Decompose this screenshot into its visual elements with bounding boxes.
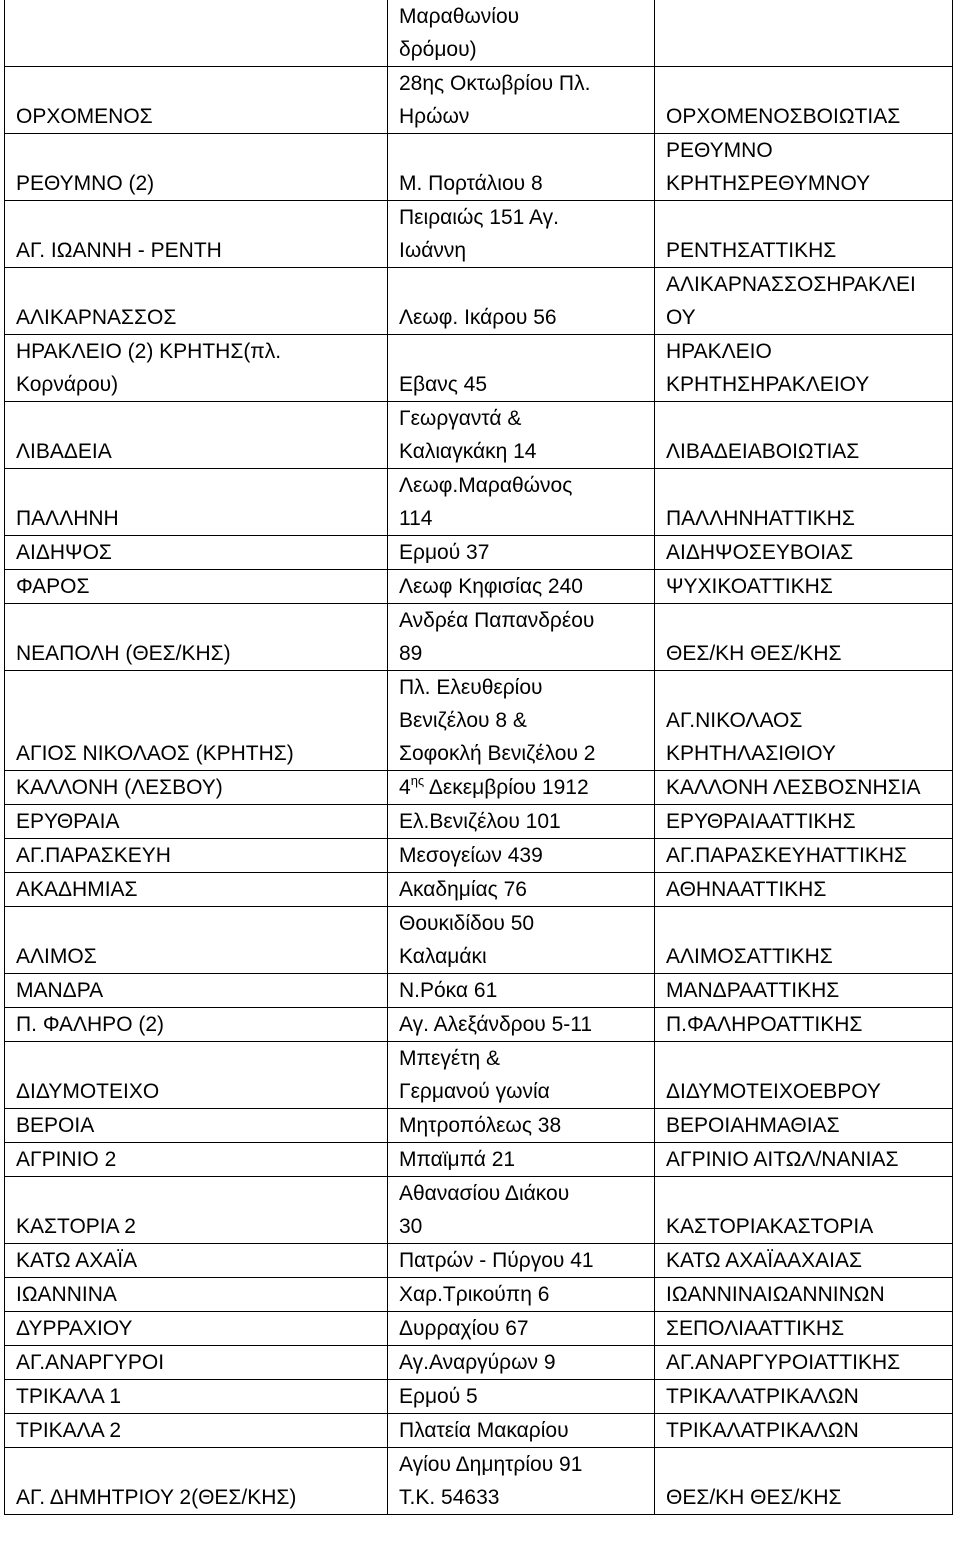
table-row bbox=[5, 1008, 953, 1042]
branch-address-cell: Πλ. Ελευθερίου Βενιζέλου 8 & Σοφοκλή Βενιζέλου 2 bbox=[388, 671, 655, 771]
table-row bbox=[5, 67, 953, 134]
table-row bbox=[5, 839, 953, 873]
table-row bbox=[5, 907, 953, 974]
branch-name-cell: ΑΓΙΟΣ ΝΙΚΟΛΑΟΣ (ΚΡΗΤΗΣ) bbox=[5, 671, 388, 771]
branch-address-cell: Μ. Πορτάλιου 8 bbox=[388, 134, 655, 201]
table-row bbox=[5, 1244, 953, 1278]
address-number: 4 bbox=[399, 776, 411, 799]
branch-area-cell: ΑΛΙΚΑΡΝΑΣΣΟΣΗΡΑΚΛΕΙ ΟΥ bbox=[655, 268, 953, 335]
table-row bbox=[5, 570, 953, 604]
branch-address-cell: Αγ.Αναργύρων 9 bbox=[388, 1346, 655, 1380]
branch-area-cell: ΙΩΑΝΝΙΝΑΙΩΑΝΝΙΝΩΝ bbox=[655, 1278, 953, 1312]
table-row bbox=[5, 268, 953, 335]
branch-area-cell: ΑΓ.ΠΑΡΑΣΚΕΥΗΑΤΤΙΚΗΣ bbox=[655, 839, 953, 873]
branch-area-cell: ΑΘΗΝΑΑΤΤΙΚΗΣ bbox=[655, 873, 953, 907]
branch-address-cell: Μαραθωνίου δρόμου) bbox=[388, 0, 655, 67]
branch-address-cell: Πειραιώς 151 Αγ. Ιωάννη bbox=[388, 201, 655, 268]
branch-address-cell: Ν.Ρόκα 61 bbox=[388, 974, 655, 1008]
branch-address-cell: Λεωφ.Μαραθώνος 114 bbox=[388, 469, 655, 536]
table-row bbox=[5, 134, 953, 201]
branch-address-cell: Γεωργαντά & Καλιαγκάκη 14 bbox=[388, 402, 655, 469]
table-row bbox=[5, 1109, 953, 1143]
table-row bbox=[5, 1042, 953, 1109]
table-row bbox=[5, 1177, 953, 1244]
branch-area-cell: ΔΙΔΥΜΟΤΕΙΧΟΕΒΡΟΥ bbox=[655, 1042, 953, 1109]
table-row bbox=[5, 671, 953, 771]
branch-name-cell: ΤΡΙΚΑΛΑ 2 bbox=[5, 1414, 388, 1448]
branch-name-cell: ΦΑΡΟΣ bbox=[5, 570, 388, 604]
table-row bbox=[5, 873, 953, 907]
branch-name-cell: ΤΡΙΚΑΛΑ 1 bbox=[5, 1380, 388, 1414]
branch-name-cell: ΑΓ. ΙΩΑΝΝΗ - ΡΕΝΤΗ bbox=[5, 201, 388, 268]
branch-address-cell: Αγίου Δημητρίου 91 Τ.Κ. 54633 bbox=[388, 1448, 655, 1515]
branch-address-cell: Πατρών - Πύργου 41 bbox=[388, 1244, 655, 1278]
branch-name-cell: ΜΑΝΔΡΑ bbox=[5, 974, 388, 1008]
branch-area-cell: ΚΑΣΤΟΡΙΑΚΑΣΤΟΡΙΑ bbox=[655, 1177, 953, 1244]
table-row bbox=[5, 1278, 953, 1312]
branch-address-cell: Ερμού 5 bbox=[388, 1380, 655, 1414]
branch-name-cell: ΛΙΒΑΔΕΙΑ bbox=[5, 402, 388, 469]
branch-name-cell: ΑΓΡΙΝΙΟ 2 bbox=[5, 1143, 388, 1177]
branch-name-cell: ΚΑΤΩ ΑΧΑΪΑ bbox=[5, 1244, 388, 1278]
branch-address-cell: Ελ.Βενιζέλου 101 bbox=[388, 805, 655, 839]
table-row bbox=[5, 1414, 953, 1448]
branches-table bbox=[4, 0, 953, 1515]
branch-area-cell: ΣΕΠΟΛΙΑΑΤΤΙΚΗΣ bbox=[655, 1312, 953, 1346]
table-row bbox=[5, 469, 953, 536]
branches-table-body bbox=[5, 0, 953, 1515]
branch-area-cell: ΚΑΛΛΟΝΗ ΛΕΣΒΟΣΝΗΣΙΑ bbox=[655, 771, 953, 805]
address-ordinal-suffix: ης bbox=[410, 773, 425, 788]
branch-area-cell: ΘΕΣ/ΚΗ ΘΕΣ/ΚΗΣ bbox=[655, 1448, 953, 1515]
branch-name-cell: ΝΕΑΠΟΛΗ (ΘΕΣ/ΚΗΣ) bbox=[5, 604, 388, 671]
branch-area-cell: ΑΛΙΜΟΣΑΤΤΙΚΗΣ bbox=[655, 907, 953, 974]
table-row bbox=[5, 402, 953, 469]
table-row bbox=[5, 1448, 953, 1515]
branch-name-cell: ΚΑΣΤΟΡΙΑ 2 bbox=[5, 1177, 388, 1244]
branch-address-cell: Αγ. Αλεξάνδρου 5-11 bbox=[388, 1008, 655, 1042]
branch-name-cell: ΡΕΘΥΜΝΟ (2) bbox=[5, 134, 388, 201]
branch-name-cell: ΔΙΔΥΜΟΤΕΙΧΟ bbox=[5, 1042, 388, 1109]
branch-address-cell: Ερμού 37 bbox=[388, 536, 655, 570]
branch-area-cell: ΑΓΡΙΝΙΟ ΑΙΤΩΛ/ΝΑΝΙΑΣ bbox=[655, 1143, 953, 1177]
table-row bbox=[5, 974, 953, 1008]
branch-name-cell: ΙΩΑΝΝΙΝΑ bbox=[5, 1278, 388, 1312]
branch-area-cell: ΤΡΙΚΑΛΑΤΡΙΚΑΛΩΝ bbox=[655, 1380, 953, 1414]
branch-area-cell: ΒΕΡΟΙΑΗΜΑΘΙΑΣ bbox=[655, 1109, 953, 1143]
branch-name-cell: ΑΚΑΔΗΜΙΑΣ bbox=[5, 873, 388, 907]
table-row bbox=[5, 771, 953, 805]
table-row bbox=[5, 0, 953, 67]
branch-area-cell: Π.ΦΑΛΗΡΟΑΤΤΙΚΗΣ bbox=[655, 1008, 953, 1042]
table-row bbox=[5, 201, 953, 268]
branch-area-cell: ΟΡΧΟΜΕΝΟΣΒΟΙΩΤΙΑΣ bbox=[655, 67, 953, 134]
address-rest: Δεκεμβρίου 1912 bbox=[424, 776, 589, 799]
branch-address-cell: Ανδρέα Παπανδρέου 89 bbox=[388, 604, 655, 671]
branch-area-cell: ΑΓ.ΝΙΚΟΛΑΟΣ ΚΡΗΤΗΛΑΣΙΘΙΟΥ bbox=[655, 671, 953, 771]
branch-area-cell: ΕΡΥΘΡΑΙΑΑΤΤΙΚΗΣ bbox=[655, 805, 953, 839]
branch-area-cell: ΜΑΝΔΡΑΑΤΤΙΚΗΣ bbox=[655, 974, 953, 1008]
branch-area-cell: ΠΑΛΛΗΝΗΑΤΤΙΚΗΣ bbox=[655, 469, 953, 536]
branch-area-cell: ΡΕΝΤΗΣΑΤΤΙΚΗΣ bbox=[655, 201, 953, 268]
table-row bbox=[5, 1346, 953, 1380]
branch-name-cell: ΑΓ.ΠΑΡΑΣΚΕΥΗ bbox=[5, 839, 388, 873]
branch-address-cell: Ακαδημίας 76 bbox=[388, 873, 655, 907]
branch-address-cell: Δυρραχίου 67 bbox=[388, 1312, 655, 1346]
branch-area-cell: ΤΡΙΚΑΛΑΤΡΙΚΑΛΩΝ bbox=[655, 1414, 953, 1448]
branch-name-cell: ΑΓ.ΑΝΑΡΓΥΡΟΙ bbox=[5, 1346, 388, 1380]
table-row bbox=[5, 604, 953, 671]
branch-name-cell: ΑΛΙΚΑΡΝΑΣΣΟΣ bbox=[5, 268, 388, 335]
branch-address-cell bbox=[388, 771, 655, 805]
branch-name-cell: ΕΡΥΘΡΑΙΑ bbox=[5, 805, 388, 839]
branch-area-cell: ΛΙΒΑΔΕΙΑΒΟΙΩΤΙΑΣ bbox=[655, 402, 953, 469]
branch-name-cell: ΑΛΙΜΟΣ bbox=[5, 907, 388, 974]
branch-address-cell: Μητροπόλεως 38 bbox=[388, 1109, 655, 1143]
branch-address-cell: Μπεγέτη & Γερμανού γωνία bbox=[388, 1042, 655, 1109]
branch-address-cell: Εβανς 45 bbox=[388, 335, 655, 402]
branch-name-cell: ΒΕΡΟΙΑ bbox=[5, 1109, 388, 1143]
branch-name-cell: ΑΙΔΗΨΟΣ bbox=[5, 536, 388, 570]
branch-address-cell: Μεσογείων 439 bbox=[388, 839, 655, 873]
branch-address-cell: Χαρ.Τρικούπη 6 bbox=[388, 1278, 655, 1312]
table-row bbox=[5, 536, 953, 570]
table-row bbox=[5, 1380, 953, 1414]
branch-area-cell bbox=[655, 0, 953, 67]
table-row bbox=[5, 805, 953, 839]
branch-name-cell: ΗΡΑΚΛΕΙΟ (2) ΚΡΗΤΗΣ(πλ. Κορνάρου) bbox=[5, 335, 388, 402]
branch-area-cell: ΘΕΣ/ΚΗ ΘΕΣ/ΚΗΣ bbox=[655, 604, 953, 671]
branch-address-cell: Μπαϊμπά 21 bbox=[388, 1143, 655, 1177]
table-row bbox=[5, 1143, 953, 1177]
branch-address-cell: Θουκιδίδου 50 Καλαμάκι bbox=[388, 907, 655, 974]
branch-name-cell bbox=[5, 0, 388, 67]
branch-address-cell: Πλατεία Μακαρίου bbox=[388, 1414, 655, 1448]
branch-name-cell: Π. ΦΑΛΗΡΟ (2) bbox=[5, 1008, 388, 1042]
branch-address-cell: Λεωφ Κηφισίας 240 bbox=[388, 570, 655, 604]
branch-area-cell: ΑΙΔΗΨΟΣΕΥΒΟΙΑΣ bbox=[655, 536, 953, 570]
branch-area-cell: ΡΕΘΥΜΝΟ ΚΡΗΤΗΣΡΕΘΥΜΝΟΥ bbox=[655, 134, 953, 201]
branch-area-cell: ΚΑΤΩ ΑΧΑΪΑΑΧΑΙΑΣ bbox=[655, 1244, 953, 1278]
branch-area-cell: ΨΥΧΙΚΟΑΤΤΙΚΗΣ bbox=[655, 570, 953, 604]
branch-name-cell: ΟΡΧΟΜΕΝΟΣ bbox=[5, 67, 388, 134]
table-row bbox=[5, 1312, 953, 1346]
branch-area-cell: ΑΓ.ΑΝΑΡΓΥΡΟΙΑΤΤΙΚΗΣ bbox=[655, 1346, 953, 1380]
branch-address-cell: 28ης Οκτωβρίου Πλ. Ηρώων bbox=[388, 67, 655, 134]
branch-area-cell: ΗΡΑΚΛΕΙΟ ΚΡΗΤΗΣΗΡΑΚΛΕΙΟΥ bbox=[655, 335, 953, 402]
branch-name-cell: ΚΑΛΛΟΝΗ (ΛΕΣΒΟΥ) bbox=[5, 771, 388, 805]
branch-address-cell: Αθανασίου Διάκου 30 bbox=[388, 1177, 655, 1244]
branch-name-cell: ΑΓ. ΔΗΜΗΤΡΙΟΥ 2(ΘΕΣ/ΚΗΣ) bbox=[5, 1448, 388, 1515]
branch-address-cell: Λεωφ. Ικάρου 56 bbox=[388, 268, 655, 335]
table-row bbox=[5, 335, 953, 402]
branch-name-cell: ΠΑΛΛΗΝΗ bbox=[5, 469, 388, 536]
branch-name-cell: ΔΥΡΡΑΧΙΟΥ bbox=[5, 1312, 388, 1346]
